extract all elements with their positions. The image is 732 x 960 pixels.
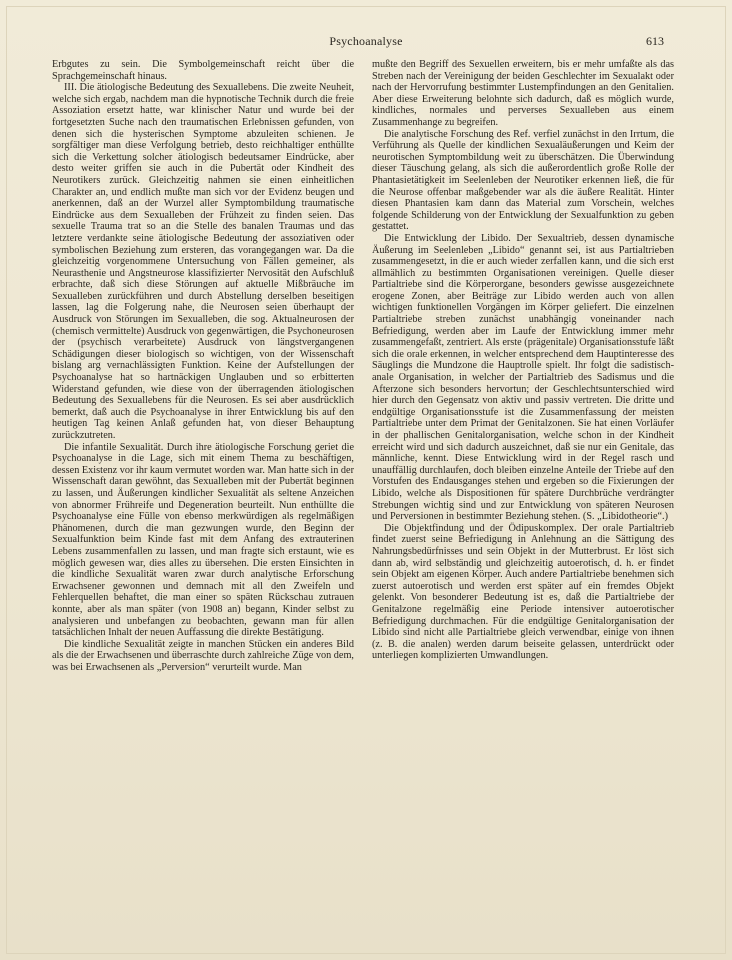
- paragraph: mußte den Begriff des Sexuellen erweitern, bis er mehr umfaßte als das Streben nach der Vereinigung der beiden Geschlechter im Sexualakt oder nach der Hervorrufung bestimmter Lustempfindungen an den Genitalien. Aber diese Erweiterung belohnte sich dadurch, daß es möglich wurde, kindliches, normales und perverses Sexualleben aus einem Zusammenhange zu begreifen.: [372, 59, 674, 128]
- paragraph: III. Die ätiologische Bedeutung des Sexuallebens. Die zweite Neuheit, welche sich ergab, nachdem man die hypnotische Technik durch die freie Assoziation ersetzt hatte, war klinischer Natur und wurde bei der fortgesetzten Suche nach den traumatischen Erlebnissen gefunden, von denen sich die hysterischen Symptome abzuleiten schienen. Je sorgfältiger man diese Verfolgung betrieb, desto reichhaltiger enthüllte sich die Verkettung solcher ätiologisch bedeutsamer Eindrücke, aber desto weiter griffen sie auch in die Pubertät oder Kindheit des Neurotikers zurück. Gleichzeitig nahmen sie einen einheitlichen Charakter an, und endlich mußte man sich vor der Evidenz beugen und anerkennen, daß an der Wurzel aller Symptombildung traumatische Eindrücke aus dem Sexualleben der Frühzeit zu finden seien. Das sexuelle Trauma trat so an die Stelle des banalen Traumas und das letztere verdankte seine ätiologische Bedeutung der assoziativen oder symbolischen Beziehung zum ersteren, das vorangegangen war. Da die gleichzeitig vorgenommene Untersuchung von Fällen gemeiner, als Neurasthenie und Angstneurose klassifizierter Nervosität den Aufschluß erbrachte, daß sich diese Störungen auf aktuelle Mißbräuche im Sexualleben zurückführen und durch Abstellung derselben beseitigen lassen, lag die Folgerung nahe, die Neurosen seien überhaupt der Ausdruck von Störungen im Sexualleben, die sog. Aktualneurosen der (chemisch vermittelte) Ausdruck von gegenwärtigen, die Psychoneurosen der (psychisch verarbeitete) Ausdruck von längstvergangenen Schädigungen dieser biologisch so wichtigen, von der Wissenschaft bislang arg vernachlässigten Funktion. Keine der Aufstellungen der Psychoanalyse hat so hartnäckigen Unglauben und so erbitterten Widerstand gefunden, wie diese von der überragenden ätiologischen Bedeutung des Sexuallebens für die Neurosen. Es sei aber ausdrücklich bemerkt, daß auch die Psychoanalyse in ihrer Entwicklung bis auf den heutigen Tag keinen Anlaß gefunden hat, von dieser Behauptung zurückzutreten.: [52, 82, 355, 441]
- paragraph: Die kindliche Sexualität zeigte in manchen Stücken ein anderes Bild als die der Erwachsenen und überraschte durch zahlreiche Züge von dem, was bei Erwachsenen als „Perversion“ verurteilt wurde. Man: [52, 638, 354, 673]
- paragraph: Die Entwicklung der Libido. Der Sexualtrieb, dessen dynamische Äußerung im Seelenleben „Libido“ genannt sei, ist aus Partialtrieben zusammengesetzt, in die er auch wieder zerfallen kann, und die sich erst allmählich zu bestimmten Organisationen vereinigen. Quelle dieser Partialtriebe sind die Körperorgane, besonders gewisse ausgezeichnete erogene Zonen, aber Beiträge zur Libido werden auch von allen wichtigen funktionellen Vorgängen im Körper geliefert. Die einzelnen Partialtriebe streben zunächst unabhängig voneinander nach Befriedigung, werden aber im Laufe der Entwicklung immer mehr zusammengefaßt, zentriert. Als erste (prägenitale) Organisationsstufe läßt sich die orale erkennen, in welcher entsprechend dem Hauptinteresse des Säuglings die Mundzone die Hauptrolle spielt. Ihr folgt die sadistisch-anale Organisation, in welcher der Partialtrieb des Sadismus und die Afterzone sich besonders hervortun; der Geschlechtsunterschied wird hier durch den Gegensatz von aktiv und passiv vertreten. Die dritte und endgültige Organisationsstufe ist die Zusammenfassung der meisten Partialtriebe unter dem Primat der Genitalzonen. Sie hat einen Vorläufer in der phallischen Genitalorganisation, welche schon in der Kindheit erreicht wird und sich dadurch auszeichnet, daß sie nur ein Genitale, das männliche, kennt. Diese Entwicklung wird in der Regel rasch und unauffällig durchlaufen, doch bleiben einzelne Anteile der Triebe auf den Vorstufen des Endausganges stehen und ergeben so die Fixierungen der Libido, welche als Dispositionen für spätere Durchbrüche verdrängter Strebungen wichtig sind und zur Entwicklung von späteren Neurosen und Perversionen in bestimmter Beziehung stehen. (S. „Libidotheorie“.): [372, 232, 674, 523]
- paragraph: Die Objektfindung und der Ödipuskomplex. Der orale Partialtrieb findet zuerst seine Befriedigung in Anlehnung an die Sättigung des Nahrungsbedürfnisses und sein Objekt in der Mutterbrust. Er löst sich dann ab, wird selbständig und gleichzeitig autoerotisch, d. h. er findet sein Objekt am eigenen Körper. Auch andere Partialtriebe benehmen sich zuerst autoerotisch und werden erst später auf ein fremdes Objekt gelenkt. Von besonderer Bedeutung ist es, daß die Partialtriebe der Genitalzone regelmäßig eine Periode intensiver autoerotischer Befriedigung durchmachen. Für die endgültige Genitalorganisation der Libido sind nicht alle Partialtriebe gleich verwendbar, einige von ihnen (z. B. die analen) werden darum beiseite gelassen, unterdrückt oder unterliegen komplizierten Umwandlungen.: [372, 522, 674, 662]
- left-column: [52, 59, 354, 673]
- right-column: [372, 59, 674, 662]
- paragraph: Die infantile Sexualität. Durch ihre ätiologische Forschung geriet die Psychoanalyse in die Lage, sich mit einem Thema zu beschäftigen, dessen Existenz vor ihr kaum vermutet worden war. Man hatte sich in der Wissenschaft daran gewöhnt, das Sexualleben mit der Pubertät beginnen zu lassen, und Äußerungen kindlicher Sexualität als seltene Anzeichen von abnormer Frühreife und Degeneration beurteilt. Nun enthüllte die Psychoanalyse eine Fülle von ebenso merkwürdigen als regelmäßigen Phänomenen, durch die man gezwungen wurde, den Beginn der Sexualfunktion beim Kinde fast mit dem Anfang des extrauterinen Lebens zusammenfallen zu lassen, und man fragte sich erstaunt, wie es möglich gewesen war, dies alles zu übersehen. Die ersten Einsichten in die kindliche Sexualität waren zwar durch analytische Erforschung Erwachsener gewonnen und demnach mit all den Zweifeln und Fehlerquellen behaftet, die man einer so späten Rückschau zutrauen konnte, aber als man später (von 1908 an) begann, Kinder selbst zu analysieren und unbefangen zu beobachten, gewann man für allen tatsächlichen Inhalt der neuen Auffassung die direkte Bestätigung.: [52, 441, 355, 639]
- paragraph: Die analytische Forschung des Ref. verfiel zunächst in den Irrtum, die Verführung als Quelle der kindlichen Sexualäußerungen und Keim der neurotischen Symptombildung weit zu überschätzen. Die Überwindung dieser Täuschung gelang, als sich die außerordentlich große Rolle der Phantasietätigkeit im Seelenleben der Neurotiker erkennen ließ, die für die Neurose offenbar maßgebender war als die äußere Realität. Hinter diesen Phantasien kam dann das Material zum Vorschein, welches folgende Schilderung von der Entwicklung der Sexualfunktion zu geben gestattet.: [372, 128, 674, 233]
- running-head: [0, 34, 732, 50]
- page-number: 613: [646, 34, 664, 48]
- paragraph: Erbgutes zu sein. Die Symbolgemeinschaft reicht über die Sprachgemeinschaft hinaus.: [52, 59, 354, 82]
- running-head-title: Psychoanalyse: [329, 34, 403, 48]
